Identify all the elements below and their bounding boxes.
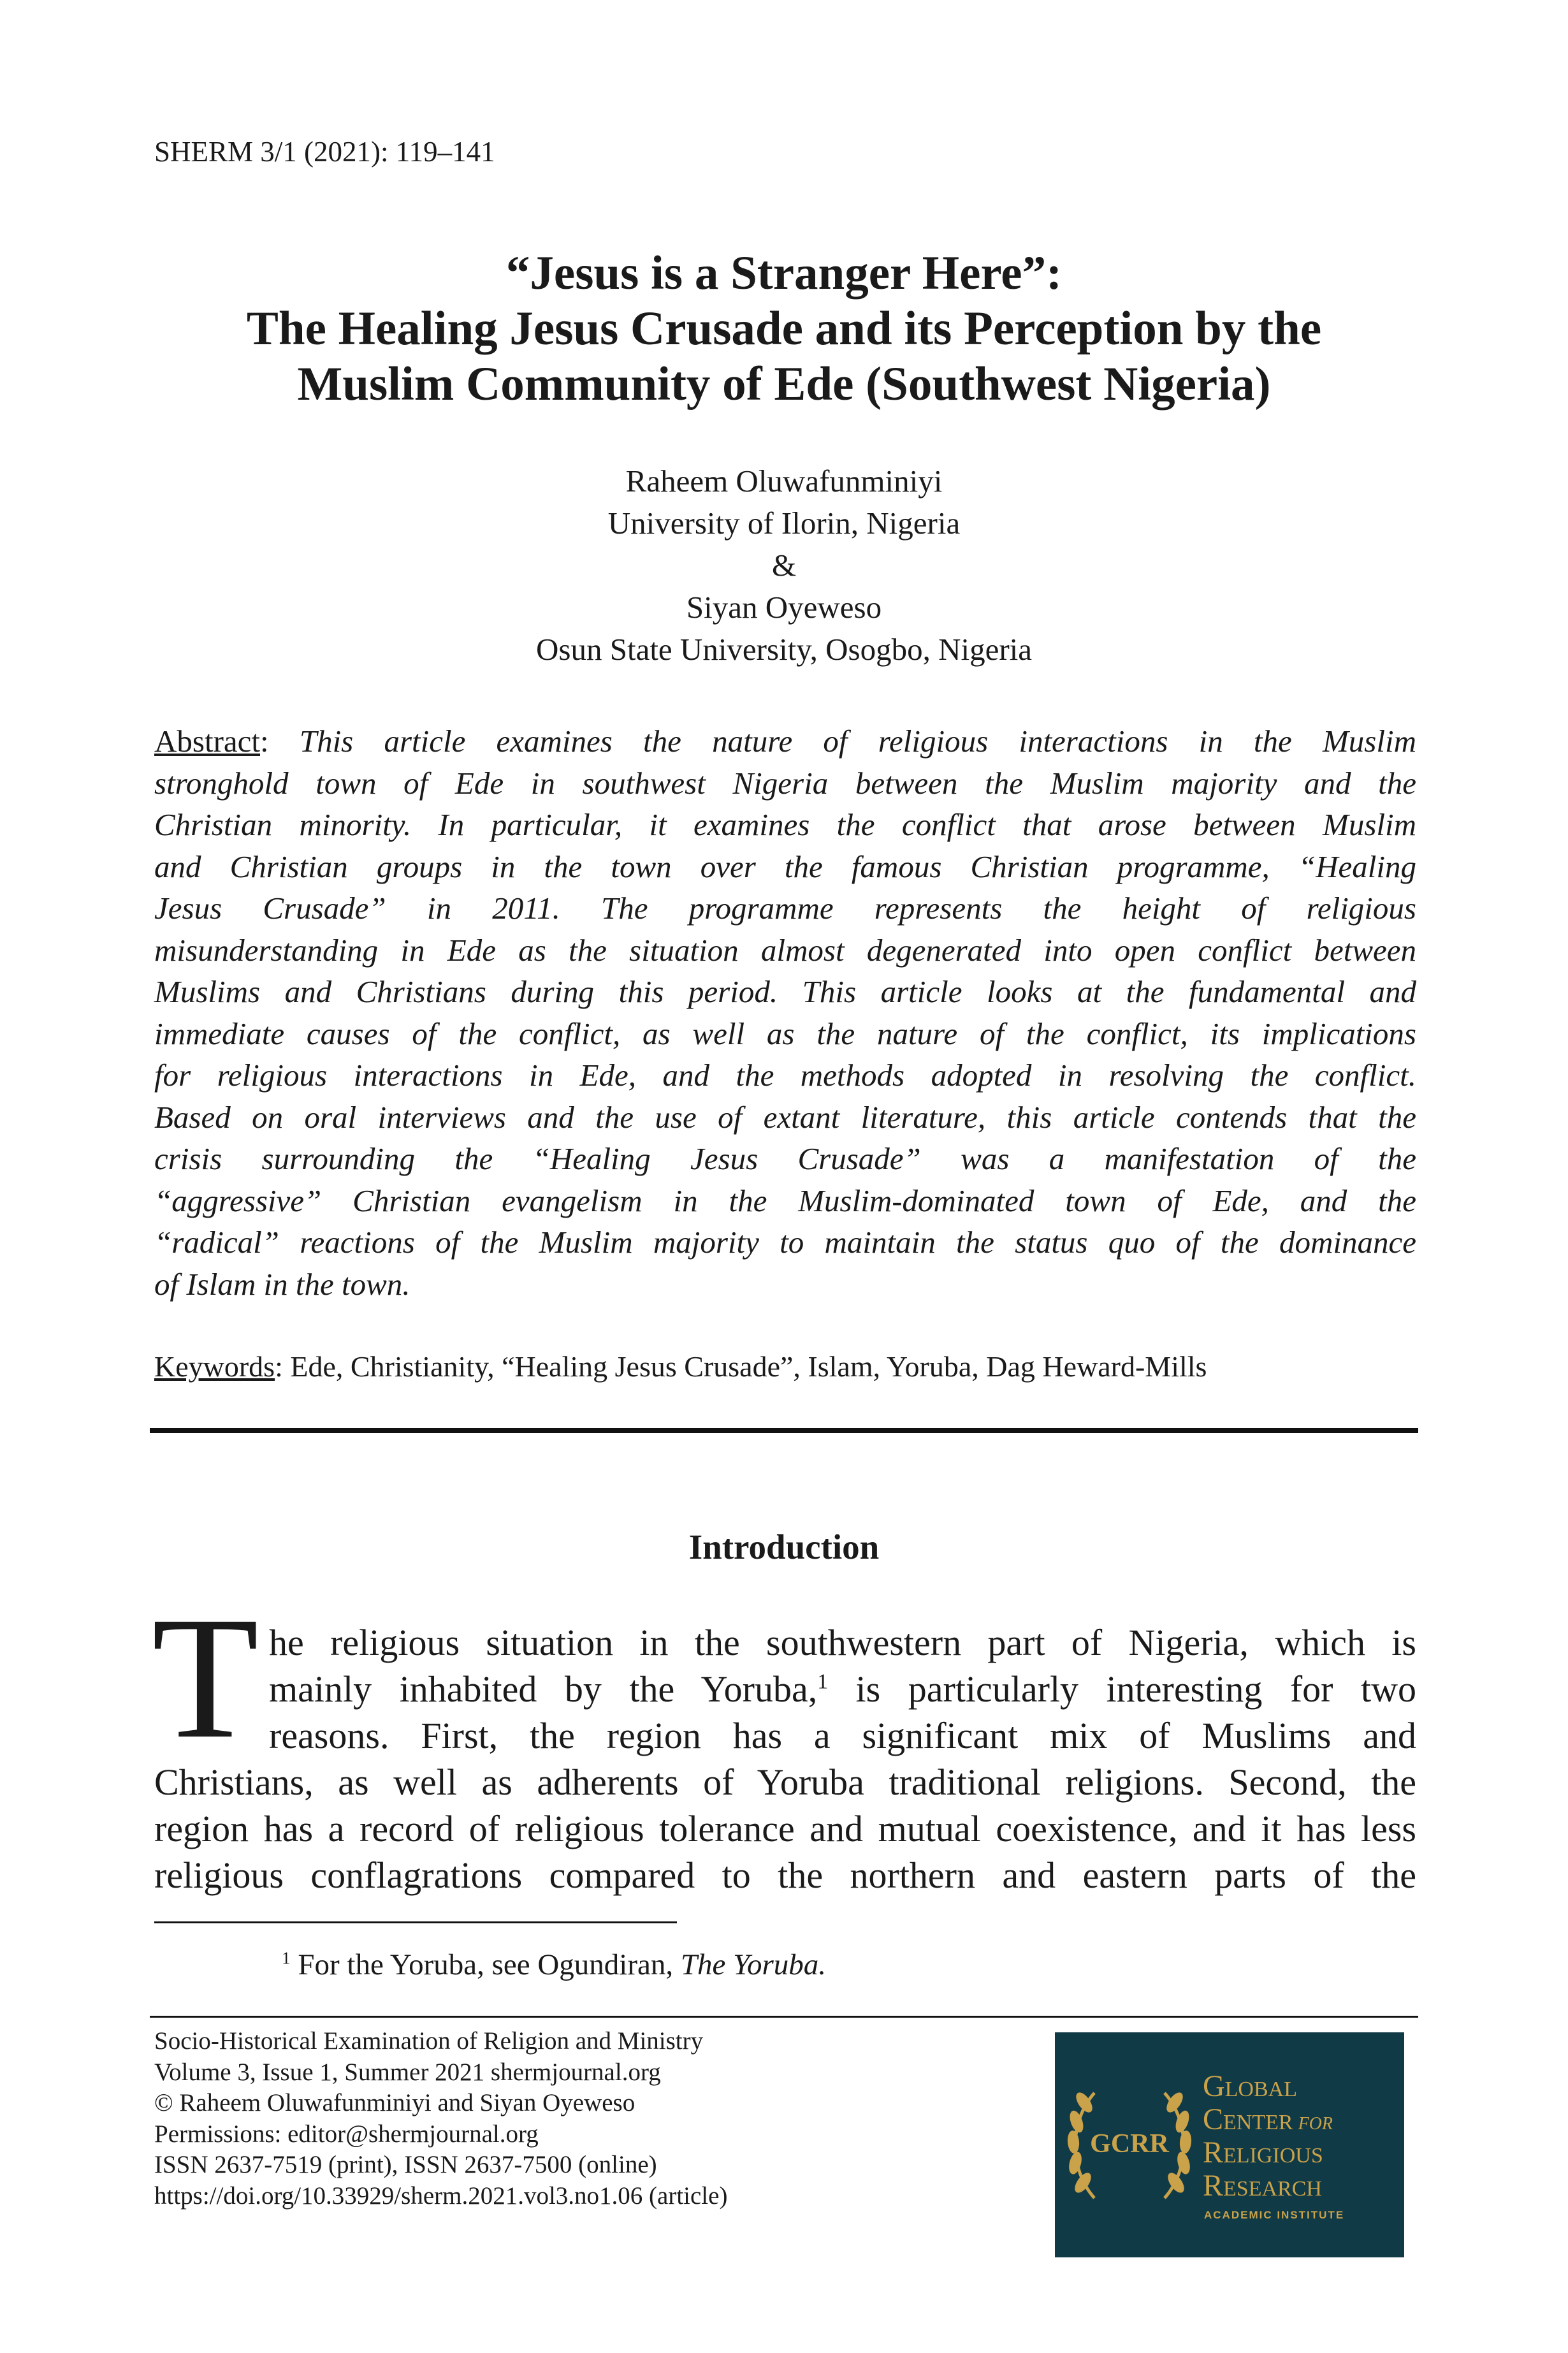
body-line: reasons. First, the region has a significant mix of Muslims and: [269, 1715, 1416, 1756]
article-title: [0, 245, 1568, 412]
abstract-line: [154, 1221, 1416, 1264]
keywords-text: Ede, Christianity, “Healing Jesus Crusade”, Islam, Yoruba, Dag Heward-Mills: [290, 1350, 1207, 1383]
abstract-text: for religious interactions in Ede, and the methods adopted in resolving the conflict.: [154, 1058, 1416, 1093]
abstract-text: Jesus Crusade” in 2011. The programme represents the height of religious: [154, 891, 1416, 926]
title-line-1: “Jesus is a Stranger Here”:: [505, 247, 1063, 300]
logo-emblem-text: GCRR: [1090, 2129, 1169, 2159]
keywords-label: Keywords: [154, 1350, 275, 1383]
author-2-affiliation: Osun State University, Osogbo, Nigeria: [536, 632, 1032, 667]
footer-volume-issue: Volume 3, Issue 1, Summer 2021 shermjournal.org: [154, 2058, 661, 2086]
abstract-text: immediate causes of the conflict, as well as the nature of the conflict, its implications: [154, 1016, 1416, 1051]
logo-center-word: Center: [1203, 2102, 1293, 2136]
title-line-3: Muslim Community of Ede (Southwest Nigeria): [297, 358, 1271, 411]
abstract-line: [154, 1096, 1416, 1139]
body-line: religious conflagrations compared to the northern and eastern parts of the: [154, 1854, 1416, 1896]
author-1-affiliation: University of Ilorin, Nigeria: [607, 506, 961, 541]
journal-citation: SHERM 3/1 (2021): 119–141: [154, 136, 495, 168]
body-line: he religious situation in the southwestern part of Nigeria, which is: [269, 1622, 1416, 1663]
logo-line-religious: Religious: [1203, 2136, 1323, 2169]
abstract-text: and Christian groups in the town over the famous Christian programme, “Healing: [154, 849, 1416, 884]
footer-permissions: Permissions: editor@shermjournal.org: [154, 2120, 539, 2148]
author-block: [0, 460, 1568, 671]
footer-copyright: © Raheem Oluwafunminiyi and Siyan Oyeweso: [154, 2089, 635, 2116]
drop-cap: T: [152, 1581, 259, 1775]
abstract-text: crisis surrounding the “Healing Jesus Crusade” was a manifestation of the: [154, 1141, 1416, 1176]
abstract-line: [154, 971, 1416, 1013]
footer-journal-name: Socio-Historical Examination of Religion and Ministry: [154, 2027, 704, 2055]
footnote: [282, 1948, 826, 1982]
author-separator: &: [771, 548, 797, 583]
body-line: Christians, as well as adherents of Yoruba traditional religions. Second, the: [154, 1761, 1416, 1803]
abstract-line: [154, 1180, 1416, 1222]
author-2-name: Siyan Oyeweso: [686, 590, 882, 625]
abstract-text: This article examines the nature of religious interactions in the Muslim: [299, 724, 1416, 759]
gcrr-logo-graphic: [1055, 2032, 1404, 2257]
gcrr-logo: [1055, 2032, 1404, 2257]
abstract-line: [154, 887, 1416, 929]
footer-issn: ISSN 2637-7519 (print), ISSN 2637-7500 (online): [154, 2151, 657, 2178]
title-line-2: The Healing Jesus Crusade and its Perception by the: [246, 302, 1322, 355]
footnote-divider: [154, 1921, 677, 1923]
section-heading: Introduction: [688, 1527, 880, 1566]
footnote-number: 1: [282, 1948, 291, 1968]
abstract-text: Christian minority. In particular, it examines the conflict that arose between Muslim: [154, 807, 1416, 842]
abstract-line: [154, 846, 1416, 888]
abstract-label: Abstract: [154, 724, 260, 759]
abstract-line: Abstract: This article examines the nature of religious interactions in the Muslim: [154, 724, 1416, 759]
abstract-line: [154, 762, 1416, 805]
abstract-line: [154, 1013, 1416, 1055]
abstract-text: of Islam in the town.: [154, 1266, 410, 1302]
footnote-marker[interactable]: 1: [817, 1670, 829, 1694]
footer-doi-link[interactable]: https://doi.org/10.33929/sherm.2021.vol3.no1.06 (article): [154, 2182, 728, 2210]
abstract-text: Based on oral interviews and the use of extant literature, this article contends that the: [154, 1099, 1416, 1135]
abstract-text: “aggressive” Christian evangelism in the Muslim-dominated town of Ede, and the: [154, 1183, 1416, 1218]
body-paragraph: [154, 1619, 1416, 1898]
section-divider: [150, 1428, 1418, 1433]
body-line: [154, 1666, 1416, 1712]
abstract-text: “radical” reactions of the Muslim majority to maintain the status quo of the dominance: [154, 1225, 1416, 1260]
logo-for-word: for: [1298, 2106, 1333, 2135]
body-line: region has a record of religious tolerance and mutual coexistence, and it has less: [154, 1808, 1416, 1849]
footnote-citation-title: The Yoruba.: [680, 1948, 826, 1981]
abstract-line: [154, 1264, 1416, 1306]
logo-line-global: Global: [1203, 2069, 1297, 2103]
body-text-fragment: mainly inhabited by the Yoruba,: [269, 1668, 818, 1710]
abstract-line: [154, 1138, 1416, 1180]
abstract: [154, 720, 1416, 1305]
abstract-text: misunderstanding in Ede as the situation almost degenerated into open conflict between: [154, 932, 1416, 968]
footer-divider: [150, 2016, 1418, 2018]
abstract-line: [154, 1054, 1416, 1096]
journal-footer: [154, 2026, 727, 2211]
abstract-line: [154, 929, 1416, 972]
footnote-text: For the Yoruba, see Ogundiran,: [298, 1948, 681, 1981]
logo-line-research: Research: [1203, 2169, 1322, 2203]
logo-tagline: ACADEMIC INSTITUTE: [1204, 2209, 1345, 2221]
logo-line-center: [1203, 2102, 1333, 2136]
abstract-text: Muslims and Christians during this period. This article looks at the fundamental and: [154, 974, 1416, 1009]
abstract-line: [154, 804, 1416, 846]
abstract-text: stronghold town of Ede in southwest Nigeria between the Muslim majority and the: [154, 765, 1416, 801]
body-text-fragment: is particularly interesting for two: [828, 1668, 1416, 1710]
keywords: Keywords: Ede, Christianity, “Healing Jesus Crusade”, Islam, Yoruba, Dag Heward-Mills: [154, 1350, 1207, 1383]
author-1-name: Raheem Oluwafunminiyi: [625, 463, 943, 499]
